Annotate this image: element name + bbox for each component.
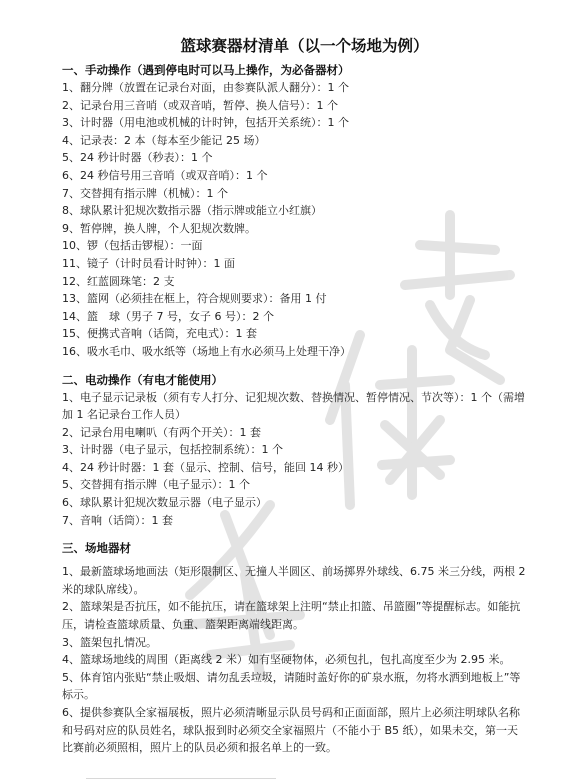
section-manual — [62, 62, 527, 361]
section-venue — [62, 540, 527, 757]
list-item: 1、翻分牌（放置在记录台对面，由参赛队派人翻分）：1 个 — [62, 81, 349, 94]
list-item: 6、提供参赛队全家福展板，照片必须清晰显示队员号码和正面面部，照片上必须注明球队名称和号码对应的队员姓名，球队报到时必须交全家福照片（不能小于 B5 纸），如果未交，第一天比赛前必须照相，照片上的队员必须和报名单上的一致。 — [62, 706, 520, 755]
section-heading: 二、电动操作（有电才能使用） — [62, 372, 223, 387]
list-item: 2、篮球架是否抗压，如不能抗压，请在篮球架上注明“禁止扣篮、吊篮圈”等提醒标志。如能抗压，请检查篮球质量、负重、篮架距离端线距离。 — [62, 600, 521, 632]
list-item: 8、球队累计犯规次数指示器（指示牌或能立小红旗） — [62, 204, 322, 218]
document-content — [62, 36, 527, 757]
list-item: 3、篮架包扎情况。 — [62, 635, 157, 649]
list-item: 13、篮网（必须挂在框上，符合规则要求）：备用 1 付 — [62, 292, 327, 306]
list-item: 2、记录台用三音哨（或双音哨，暂停、换人信号）：1 个 — [62, 98, 338, 112]
section-heading: 一、手动操作（遇到停电时可以马上操作，为必备器材） — [62, 63, 350, 77]
document-title: 篮球赛器材清单（以一个场地为例） — [180, 37, 429, 55]
list-item: 5、交替拥有指示牌（电子显示）：1 个 — [62, 478, 250, 492]
footer-divider — [86, 778, 276, 779]
list-item: 6、球队累计犯规次数显示器（电子显示） — [62, 496, 267, 510]
list-item: 4、记录表：2 本（每本至少能记 25 场） — [62, 133, 266, 147]
section-electric — [62, 372, 527, 530]
list-item: 7、交替拥有指示牌（机械）：1 个 — [62, 186, 228, 200]
list-item: 9、暂停牌，换人牌，个人犯规次数牌。 — [62, 221, 256, 235]
section-heading: 三、场地器材 — [62, 541, 131, 556]
list-item: 12、红蓝圆珠笔：2 支 — [62, 274, 175, 288]
list-item: 6、24 秒信号用三音哨（或双音哨）：1 个 — [62, 168, 268, 182]
list-item: 7、音响（话筒）：1 套 — [62, 513, 173, 527]
list-item: 10、锣（包括击锣棍）：一面 — [62, 239, 203, 253]
list-item: 1、最新篮球场地画法（矩形限制区、无撞人半圆区、前场掷界外球线、6.75 米三分线，两根 2 米的球队席线）。 — [62, 565, 526, 596]
list-item: 5、体育馆内张贴“禁止吸烟、请勿乱丢垃圾，请随时盖好你的矿泉水瓶，勿将水洒到地板上”等标示。 — [62, 670, 521, 702]
list-item: 14、篮 球（男子 7 号，女子 6 号）：2 个 — [62, 309, 274, 323]
list-item: 3、计时器（用电池或机械的计时钟，包括开关系统）：1 个 — [62, 116, 349, 130]
list-item: 15、便携式音响（话筒，充电式）：1 套 — [62, 327, 257, 341]
list-item: 4、24 秒计时器：1 套（显示、控制、信号，能回 14 秒） — [62, 460, 349, 474]
section-spacer — [62, 529, 527, 540]
list-item: 1、电子显示记录板（须有专人打分、记犯规次数、替换情况、暂停情况、节次等）：1 个（需增加 1 名记录台工作人员） — [62, 390, 525, 422]
list-item: 3、计时器（电子显示，包括控制系统）：1 个 — [62, 443, 283, 457]
list-item: 4、篮球场地线的周围（距离线 2 米）如有坚硬物体，必须包扎，包扎高度至少为 2.95 米。 — [62, 653, 511, 667]
section-spacer — [62, 361, 527, 372]
list-item: 16、吸水毛巾、吸水纸等（场地上有水必须马上处理干净） — [62, 344, 351, 358]
list-item: 11、镜子（计时员看计时钟）：1 面 — [62, 256, 235, 270]
list-item: 2、记录台用电喇叭（有两个开关）：1 套 — [62, 425, 261, 439]
list-item: 5、24 秒计时器（秒表）：1 个 — [62, 151, 213, 165]
